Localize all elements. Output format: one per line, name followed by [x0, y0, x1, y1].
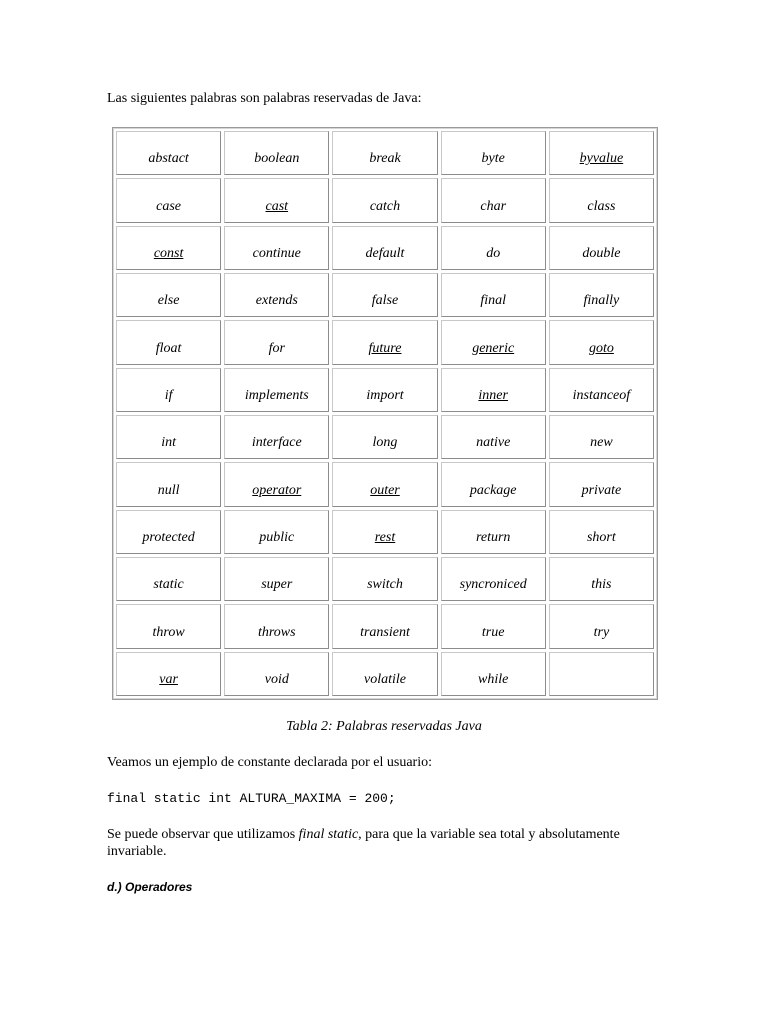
keyword-text: private: [581, 482, 622, 498]
keyword-text: break: [369, 151, 401, 167]
table-cell: [549, 604, 654, 648]
keyword-text: static: [153, 577, 184, 593]
table-cell: [441, 557, 546, 601]
keyword-text: rest: [374, 529, 396, 545]
keyword-text: boolean: [254, 151, 300, 167]
keyword-text: const: [153, 245, 184, 261]
keyword-text: double: [582, 245, 621, 261]
keyword-text: throw: [152, 624, 185, 640]
reserved-words-table: [112, 127, 658, 700]
keyword-text: instanceof: [572, 387, 631, 403]
keyword-text: extends: [255, 293, 298, 309]
table-cell: [224, 415, 329, 459]
table-cell: [441, 273, 546, 317]
keyword-text: void: [264, 671, 289, 687]
table-cell: [116, 462, 221, 506]
keyword-text: transient: [360, 624, 410, 640]
table-cell: [116, 320, 221, 364]
keyword-text: null: [157, 482, 180, 498]
intro-text: Las siguientes palabras son palabras reservadas de Java:: [107, 91, 422, 106]
keyword-text: interface: [251, 435, 302, 451]
table-cell: [116, 178, 221, 222]
keyword-text: abstact: [148, 151, 189, 167]
keyword-text: continue: [252, 245, 301, 261]
table-cell: [332, 226, 437, 270]
table-cell: [441, 510, 546, 554]
keyword-text: package: [469, 482, 517, 498]
example-intro-text: Veamos un ejemplo de constante declarada por el usuario:: [107, 755, 432, 770]
table-cell: [332, 604, 437, 648]
keyword-text: protected: [142, 529, 195, 545]
table-cell: [332, 368, 437, 412]
keyword-text: this: [591, 577, 612, 593]
keyword-text: generic: [472, 340, 515, 356]
table-cell: [441, 320, 546, 364]
table-cell: [224, 320, 329, 364]
table-cell: [224, 131, 329, 175]
table-cell: [549, 462, 654, 506]
keyword-text: catch: [369, 198, 401, 214]
keyword-text: if: [164, 387, 173, 403]
keyword-text: import: [366, 387, 404, 403]
section-heading: d.) Operadores: [107, 880, 193, 894]
keyword-text: implements: [244, 387, 309, 403]
keyword-text: new: [590, 435, 613, 451]
keyword-text: class: [587, 198, 616, 214]
keyword-text: do: [486, 245, 501, 261]
keyword-text: byte: [481, 151, 505, 167]
keyword-text: throws: [257, 624, 296, 640]
table-cell: [332, 131, 437, 175]
keyword-text: while: [478, 671, 509, 687]
table-cell: [116, 273, 221, 317]
keyword-text: outer: [370, 482, 400, 498]
table-cell: [441, 131, 546, 175]
table-cell: [116, 131, 221, 175]
keyword-text: short: [586, 529, 616, 545]
table-cell: [549, 178, 654, 222]
table-cell: [549, 131, 654, 175]
explanation-text: [107, 826, 667, 860]
table-cell: [224, 604, 329, 648]
code-example: final static int ALTURA_MAXIMA = 200;: [107, 791, 396, 806]
table-cell: [224, 510, 329, 554]
table-cell: [332, 178, 437, 222]
keyword-text: for: [268, 340, 285, 356]
keyword-text: public: [259, 529, 295, 545]
table-cell: [549, 368, 654, 412]
table-cell: [116, 604, 221, 648]
keyword-text: switch: [367, 577, 403, 593]
table-cell: [224, 652, 329, 696]
keyword-text: operator: [252, 482, 302, 498]
table-cell: [116, 652, 221, 696]
keyword-text: long: [372, 435, 398, 451]
table-cell: [224, 368, 329, 412]
keyword-text: false: [371, 293, 399, 309]
keyword-text: case: [156, 198, 182, 214]
table-cell: [549, 273, 654, 317]
table-cell: [332, 462, 437, 506]
keyword-text: goto: [588, 340, 614, 356]
table-cell: [224, 557, 329, 601]
table-cell: [116, 510, 221, 554]
keyword-text: inner: [478, 387, 508, 403]
table-cell: [116, 415, 221, 459]
table-cell: [549, 557, 654, 601]
table-cell: [332, 273, 437, 317]
table-cell: [224, 226, 329, 270]
keyword-text: byvalue: [579, 151, 624, 167]
table-cell: [441, 652, 546, 696]
table-cell: [441, 368, 546, 412]
explanation-after: , para que la variable sea total y absolutamente invariable.: [107, 827, 620, 859]
table-cell: [224, 273, 329, 317]
table-cell: [549, 226, 654, 270]
table-cell: [549, 415, 654, 459]
explanation-emphasis: final static: [298, 827, 359, 842]
table-caption: Tabla 2: Palabras reservadas Java: [286, 719, 482, 734]
table-cell: [116, 226, 221, 270]
table-cell: [332, 510, 437, 554]
keyword-text: try: [593, 624, 610, 640]
table-cell: [441, 226, 546, 270]
table-cell: [549, 320, 654, 364]
table-cell: [441, 604, 546, 648]
keyword-text: super: [261, 577, 293, 593]
keyword-text: char: [480, 198, 507, 214]
keyword-text: default: [365, 245, 405, 261]
keyword-text: true: [481, 624, 505, 640]
keyword-text: volatile: [363, 671, 406, 687]
table-cell: [332, 652, 437, 696]
keyword-text: future: [368, 340, 402, 356]
keyword-text: else: [157, 293, 180, 309]
keyword-text: syncroniced: [459, 577, 527, 593]
table-cell: [549, 652, 654, 696]
table-cell: [441, 415, 546, 459]
keyword-text: float: [155, 340, 182, 356]
keyword-text: final: [480, 293, 507, 309]
keyword-text: int: [161, 435, 176, 451]
table-cell: [441, 178, 546, 222]
keyword-text: return: [475, 529, 511, 545]
table-cell: [224, 178, 329, 222]
keyword-text: var: [159, 671, 178, 687]
table-cell: [441, 462, 546, 506]
keyword-text: native: [476, 435, 511, 451]
table-cell: [224, 462, 329, 506]
table-cell: [332, 415, 437, 459]
table-cell: [116, 557, 221, 601]
explanation-before: Se puede observar que utilizamos: [107, 827, 299, 842]
keyword-text: finally: [583, 293, 620, 309]
table-cell: [332, 320, 437, 364]
table-cell: [549, 510, 654, 554]
table-cell: [332, 557, 437, 601]
table-cell: [116, 368, 221, 412]
keyword-text: cast: [265, 198, 289, 214]
